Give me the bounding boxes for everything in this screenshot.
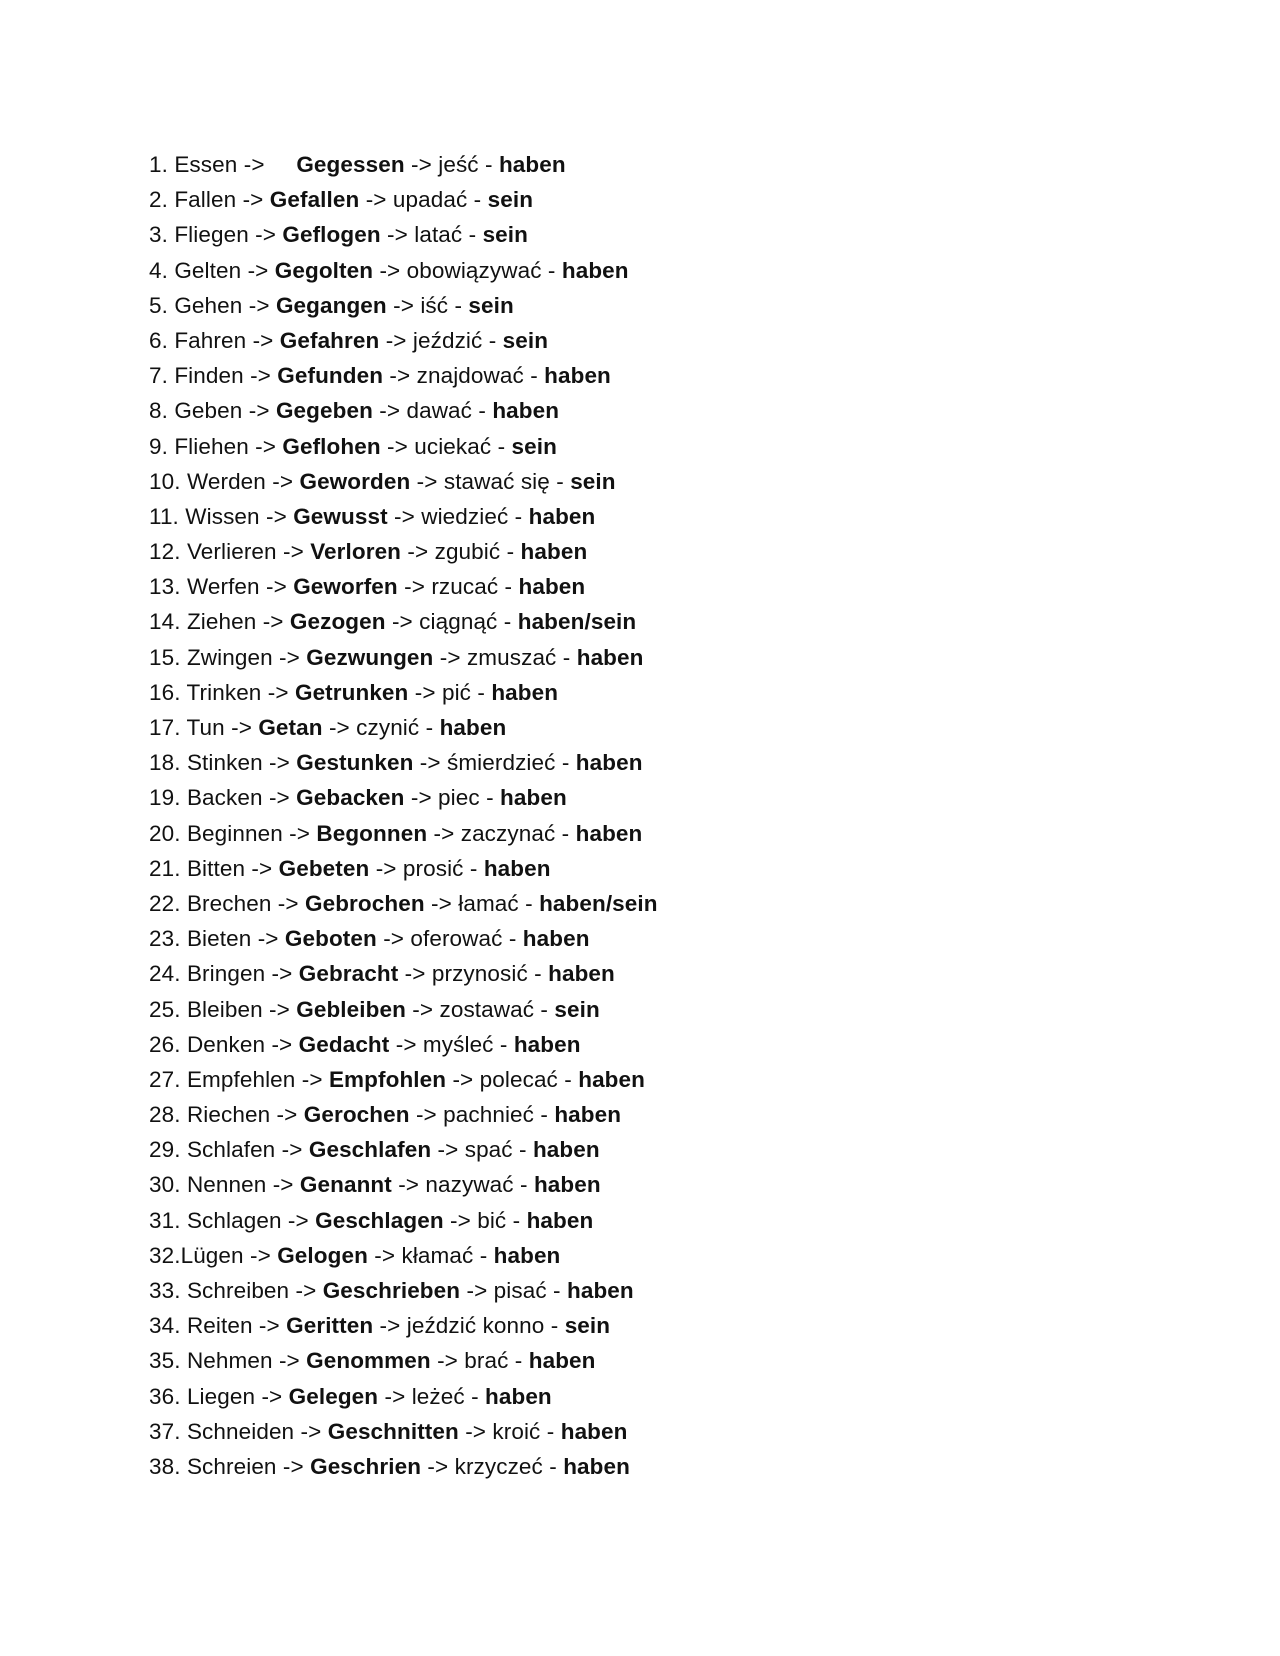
verb-auxiliary: haben [560,1418,628,1444]
verb-infinitive: Nehmen [186,1348,273,1374]
verb-translation: wiedzieć [421,503,509,529]
verb-auxiliary: haben [578,1066,645,1092]
arrow-separator: -> [245,855,279,881]
verb-participle: Geboten [284,926,377,952]
verb-auxiliary: haben [532,1137,600,1163]
verb-auxiliary: sein [487,187,534,213]
verb-translation: jeździć konno [406,1313,545,1339]
verb-participle: Empfohlen [328,1066,447,1092]
verb-participle: Geschlafen [308,1137,432,1163]
verb-translation: oferować [410,926,503,952]
verb-number: 36. [149,1383,181,1409]
verb-infinitive: Werden [186,468,266,494]
verb-row: 6. Fahren -> Gefahren -> jeździć - sein [149,327,549,353]
verb-number: 23. [149,926,181,952]
verb-participle: Gebleiben [296,996,406,1022]
verb-translation: łamać [458,890,519,916]
verb-participle: Gegeben [275,398,373,424]
verb-translation: obowiązywać [406,257,542,283]
verb-participle: Geschlagen [315,1207,444,1233]
verb-row: 34. Reiten -> Geritten -> jeździć konno - sein [149,1313,611,1339]
verb-row: 16. Trinken -> Getrunken -> pić - haben [149,679,559,705]
verb-number: 16. [149,679,181,705]
verb-translation: znajdować [416,363,524,389]
arrow-separator: -> [255,1383,289,1409]
verb-number: 35. [149,1348,181,1374]
verb-row: 4. Gelten -> Gegolten -> obowiązywać - haben [149,257,629,283]
verb-number: 22. [149,890,181,916]
verb-infinitive: Gehen [174,292,243,318]
verb-participle: Gestunken [296,750,414,776]
verb-infinitive: Schlagen [186,1207,282,1233]
arrow-separator: -> [262,785,297,811]
verb-number: 18. [149,750,181,776]
verb-auxiliary: haben/sein [539,890,658,916]
verb-number: 20. [149,820,181,846]
verb-row: 14. Ziehen -> Gezogen -> ciągnąć - haben/sein [149,609,637,635]
verb-row: 35. Nehmen -> Genommen -> brać - haben [149,1348,596,1374]
verb-number: 27. [149,1066,181,1092]
verb-translation: spać [464,1137,513,1163]
verb-row: 10. Werden -> Geworden -> stawać się - sein [149,468,616,494]
verb-auxiliary: haben [439,715,507,740]
verb-auxiliary: haben/sein [517,609,637,635]
verb-participle: Gezogen [289,609,386,635]
arrow-separator: -> [261,679,295,705]
verb-auxiliary: haben [518,574,586,600]
verb-auxiliary: haben [576,644,644,670]
verb-number: 13. [149,574,181,600]
verb-row: 38. Schreien -> Geschrien -> krzyczeć - haben [149,1453,630,1479]
verb-translation: leżeć [411,1383,465,1409]
verb-number: 15. [149,644,181,670]
arrow-separator: -> [262,996,297,1022]
verb-number: 29. [149,1137,181,1163]
verb-participle: Getrunken [294,679,409,705]
arrow-separator: -> [236,187,270,213]
verb-infinitive: Essen [174,152,238,177]
verb-participle: Gebacken [296,785,405,811]
arrow-separator: -> [262,750,297,776]
verb-auxiliary: haben [483,855,551,881]
verb-participle: Gebracht [298,961,399,987]
verb-participle: Gelegen [288,1383,379,1409]
verb-participle: Gefunden [277,363,384,389]
verb-row: 20. Beginnen -> Begonnen -> zaczynać - haben [149,820,643,846]
verb-row: 29. Schlafen -> Geschlafen -> spać - haben [149,1137,600,1163]
verb-infinitive: Werfen [186,574,260,600]
verb-infinitive: Finden [174,363,244,389]
verb-row: 25. Bleiben -> Gebleiben -> zostawać - sein [149,996,600,1022]
verb-translation: pachnieć [443,1102,535,1128]
verb-participle: Gezwungen [306,644,434,670]
verb-translation: uciekać [414,433,492,459]
verb-translation: brać [464,1348,509,1374]
verb-auxiliary: haben [544,363,611,389]
verb-number: 14. [149,609,181,635]
arrow-separator: -> [248,222,283,248]
verb-infinitive: Fliehen [174,433,249,459]
verb-auxiliary: haben [526,1207,594,1233]
verb-row: 18. Stinken -> Gestunken -> śmierdzieć - haben [149,750,643,776]
verb-translation: jeść [438,152,479,177]
verb-translation: kroić [492,1418,541,1444]
verb-translation: zostawać [439,996,535,1022]
verb-auxiliary: haben [498,152,566,177]
verb-participle: Gefallen [269,187,360,213]
verb-participle: Geschrieben [322,1278,461,1303]
arrow-separator: -> [265,961,299,987]
verb-participle: Genommen [306,1348,431,1374]
verb-row: 22. Brechen -> Gebrochen -> łamać - haben/sein [149,890,658,916]
verb-translation: dawać [406,398,473,424]
verb-participle: Gedacht [298,1031,390,1057]
arrow-separator: -> [242,292,276,318]
verb-translation: iść [420,292,449,318]
verb-row: 30. Nennen -> Genannt -> nazywać - haben [149,1172,601,1198]
verb-infinitive: Trinken [186,679,262,705]
verb-participle: Getan [258,715,323,740]
verb-infinitive: Beginnen [186,820,283,846]
verb-auxiliary: haben [575,750,643,776]
arrow-separator: -> [246,327,280,353]
verb-participle: Geworfen [293,574,398,600]
verb-participle: Gegessen [296,152,405,177]
verb-row: 3. Fliegen -> Geflogen -> latać - sein [149,222,528,248]
verb-row: 37. Schneiden -> Geschnitten -> kroić - haben [149,1418,628,1444]
verb-infinitive: Tun [186,715,225,740]
arrow-separator: -> [259,503,294,529]
verb-auxiliary: haben [485,1383,552,1409]
verb-number: 31. [149,1207,181,1233]
verb-number: 9. [149,433,168,459]
verb-number: 4. [149,257,168,283]
verb-translation: śmierdzieć [446,750,556,776]
verb-infinitive: Backen [186,785,263,811]
verb-auxiliary: haben [491,679,559,705]
verb-auxiliary: haben [513,1031,581,1057]
verb-translation: prosić [402,855,464,881]
verb-infinitive: Nennen [186,1172,267,1198]
verb-auxiliary: haben [520,539,588,565]
verb-row: 33. Schreiben -> Geschrieben -> pisać - haben [149,1278,634,1303]
verb-row: 1. Essen -> Gegessen -> jeść - haben [149,152,566,177]
arrow-separator: -> [270,1102,304,1128]
arrow-separator: -> [272,644,307,670]
verb-row: 15. Zwingen -> Gezwungen -> zmuszać - haben [149,644,644,670]
verb-auxiliary: sein [468,292,514,318]
verb-number: 21. [149,855,181,881]
verb-number: 1. [149,152,168,177]
verb-number: 32. [149,1242,181,1268]
verb-participle: Geflogen [282,222,381,248]
verb-row: 17. Tun -> Getan -> czynić - haben [149,715,507,740]
verb-infinitive: Zwingen [186,644,273,670]
verb-infinitive: Fallen [174,187,237,213]
arrow-separator: -> [256,609,290,635]
arrow-separator: -> [237,152,297,177]
verb-infinitive: Denken [186,1031,266,1057]
verb-row: 12. Verlieren -> Verloren -> zgubić - haben [149,539,588,565]
verb-auxiliary: haben [500,785,567,811]
arrow-separator: -> [281,1207,316,1233]
verb-participle: Gefahren [279,327,380,353]
verb-number: 33. [149,1278,181,1303]
verb-translation: upadać [392,187,468,213]
arrow-separator: -> [295,1066,329,1092]
verb-infinitive: Wissen [185,503,260,529]
verb-row: 7. Finden -> Gefunden -> znajdować - haben [149,363,611,389]
verb-infinitive: Bitten [186,855,246,881]
verb-row: 19. Backen -> Gebacken -> piec - haben [149,785,567,811]
verb-translation: kłamać [401,1242,474,1268]
verb-auxiliary: haben [522,926,590,952]
verb-participle: Gebeten [278,855,370,881]
verb-auxiliary: haben [528,1348,596,1374]
verb-translation: krzyczeć [454,1453,543,1479]
verb-participle: Gegolten [274,257,374,283]
verb-infinitive: Fahren [174,327,247,353]
arrow-separator: -> [248,433,283,459]
verb-auxiliary: sein [482,222,528,248]
arrow-separator: -> [266,1172,300,1198]
arrow-separator: -> [294,1418,328,1444]
verb-translation: jeździć [412,327,483,353]
verb-translation: stawać się [443,468,550,494]
verb-translation: latać [414,222,463,248]
verb-infinitive: Bieten [186,926,252,952]
verb-participle: Verloren [310,539,402,565]
arrow-separator: -> [252,1313,287,1339]
verb-translation: czynić [356,715,420,740]
verb-participle: Geworden [299,468,411,494]
verb-participle: Geritten [286,1313,374,1339]
verb-auxiliary: haben [548,961,615,987]
verb-participle: Geflohen [282,433,381,459]
arrow-separator: -> [275,1137,309,1163]
verb-participle: Gerochen [303,1102,410,1128]
verb-number: 30. [149,1172,181,1198]
verb-number: 12. [149,539,181,565]
verb-number: 17. [149,715,181,740]
verb-row: 21. Bitten -> Gebeten -> prosić - haben [149,855,551,881]
verb-infinitive: Geben [174,398,243,424]
verb-infinitive: Empfehlen [186,1066,296,1092]
verb-infinitive: Schreien [186,1453,277,1479]
verb-translation: przynosić [431,961,528,987]
arrow-separator: -> [259,574,294,600]
verb-number: 10. [149,468,181,494]
verb-number: 7. [149,363,168,389]
verb-infinitive: Verlieren [186,539,277,565]
verb-infinitive: Fliegen [174,222,249,248]
verb-auxiliary: haben [492,398,560,424]
verb-infinitive: Gelten [174,257,242,283]
arrow-separator: -> [289,1278,323,1303]
verb-translation: polecać [479,1066,558,1092]
verb-number: 2. [149,187,168,213]
verb-auxiliary: sein [502,327,549,353]
verb-row: 36. Liegen -> Gelegen -> leżeć - haben [149,1383,552,1409]
verb-participle: Gelogen [277,1242,368,1268]
verb-auxiliary: haben [493,1242,561,1268]
verb-auxiliary: haben [533,1172,601,1198]
verb-row: 27. Empfehlen -> Empfohlen -> polecać - haben [149,1066,645,1092]
arrow-separator: -> [224,715,259,740]
verb-number: 38. [149,1453,181,1479]
arrow-separator: -> [282,820,317,846]
verb-participle: Gewusst [293,503,388,529]
verb-number: 34. [149,1313,181,1339]
verb-row: 11. Wissen -> Gewusst -> wiedzieć - haben [149,503,596,529]
verb-auxiliary: haben [567,1278,634,1303]
verb-participle: Genannt [299,1172,392,1198]
verb-translation: piec [438,785,480,811]
verb-row: 2. Fallen -> Gefallen -> upadać - sein [149,187,534,213]
arrow-separator: -> [271,890,305,916]
arrow-separator: -> [243,363,278,389]
verb-auxiliary: haben [575,820,643,846]
verb-auxiliary: haben [561,257,629,283]
verb-infinitive: Ziehen [186,609,257,635]
verb-translation: zaczynać [460,820,556,846]
verb-row: 28. Riechen -> Gerochen -> pachnieć - haben [149,1102,622,1128]
verb-number: 11. [149,503,179,529]
verb-infinitive: Stinken [186,750,263,776]
verb-row: 13. Werfen -> Geworfen -> rzucać - haben [149,574,586,600]
verb-number: 19. [149,785,181,811]
arrow-separator: -> [265,468,300,494]
verb-number: 25. [149,996,181,1022]
verb-auxiliary: haben [563,1453,630,1479]
verb-auxiliary: haben [554,1102,622,1128]
verb-row: 9. Fliehen -> Geflohen -> uciekać - sein [149,433,557,459]
verb-number: 8. [149,398,168,424]
verb-row: 8. Geben -> Gegeben -> dawać - haben [149,398,560,424]
verb-infinitive: Bleiben [186,996,263,1022]
verb-row: 24. Bringen -> Gebracht -> przynosić - haben [149,961,615,987]
verb-row: 31. Schlagen -> Geschlagen -> bić - haben [149,1207,594,1233]
verb-translation: rzucać [431,574,499,600]
verb-participle: Geschrien [310,1453,422,1479]
verb-translation: nazywać [425,1172,514,1198]
verb-infinitive: Riechen [186,1102,271,1128]
verb-auxiliary: sein [511,433,557,459]
verb-participle: Begonnen [316,820,428,846]
verb-number: 28. [149,1102,181,1128]
verb-number: 26. [149,1031,181,1057]
verb-translation: ciągnąć [419,609,498,635]
verb-auxiliary: sein [554,996,600,1022]
verb-auxiliary: sein [564,1313,611,1339]
verb-participle: Geschnitten [327,1418,459,1444]
verb-number: 5. [149,292,168,318]
arrow-separator: -> [265,1031,299,1057]
verb-participle: Gegangen [275,292,387,318]
verb-infinitive: Brechen [186,890,272,916]
verb-infinitive: Schlafen [186,1137,276,1163]
verb-infinitive: Schreiben [186,1278,290,1303]
arrow-separator: -> [243,1242,278,1268]
verb-row: 32.Lügen -> Gelogen -> kłamać - haben [149,1242,561,1268]
verb-number: 3. [149,222,168,248]
verb-number: 6. [149,327,168,353]
verb-row: 26. Denken -> Gedacht -> myśleć - haben [149,1031,581,1057]
verb-auxiliary: sein [570,468,616,494]
verb-infinitive: Lügen [180,1242,244,1268]
verb-auxiliary: haben [528,503,596,529]
verb-infinitive: Bringen [186,961,266,987]
verb-translation: pisać [493,1278,547,1303]
verb-number: 24. [149,961,181,987]
verb-translation: bić [477,1207,507,1233]
verb-number: 37. [149,1418,181,1444]
verb-list [149,147,658,1484]
verb-translation: pić [441,679,472,705]
arrow-separator: -> [251,926,285,952]
arrow-separator: -> [276,539,311,565]
verb-translation: myśleć [422,1031,494,1057]
verb-infinitive: Schneiden [186,1418,295,1444]
verb-row: 5. Gehen -> Gegangen -> iść - sein [149,292,514,318]
arrow-separator: -> [242,398,276,424]
arrow-separator: -> [276,1453,311,1479]
verb-infinitive: Reiten [186,1313,253,1339]
arrow-separator: -> [272,1348,307,1374]
verb-translation: zmuszać [466,644,557,670]
verb-participle: Gebrochen [305,890,425,916]
arrow-separator: -> [241,257,275,283]
verb-translation: zgubić [434,539,501,565]
verb-infinitive: Liegen [186,1383,256,1409]
verb-row: 23. Bieten -> Geboten -> oferować - haben [149,926,590,952]
